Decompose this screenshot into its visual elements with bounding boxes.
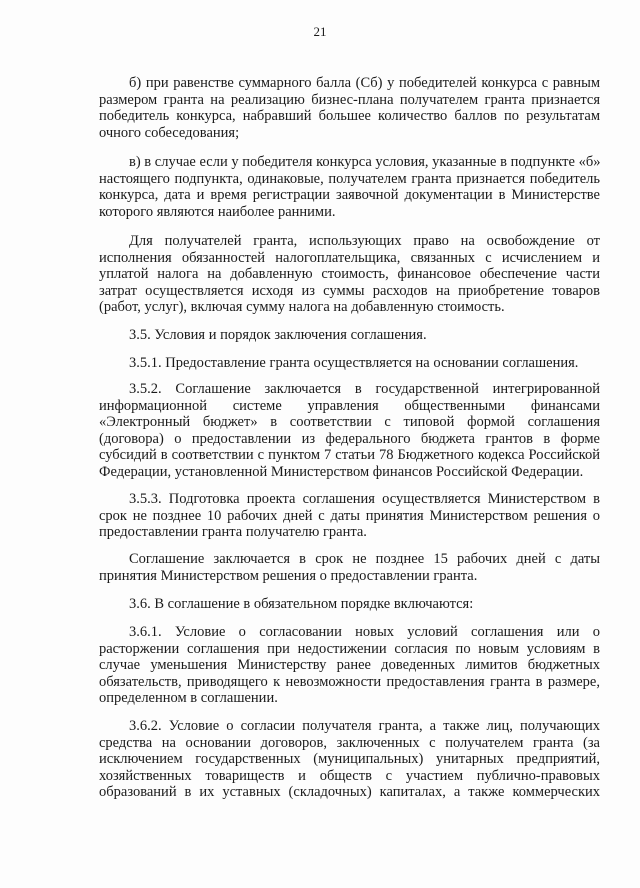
text-line: субсидий в соответствии с пунктом 7 статьи 78 Бюджетного кодекса Российской: [99, 447, 600, 464]
paragraph-3-5-3: [99, 491, 600, 541]
text-line: исполнения обязанностей налогоплательщика, связанных с исчислением и: [99, 249, 600, 266]
text-line: Для получателей гранта, использующих право на освобождение от: [129, 233, 600, 249]
text-line: средства на основании договоров, заключенных с получателем гранта (за: [99, 734, 600, 751]
text-line: 3.6.1. Условие о согласовании новых условий соглашения или о: [129, 624, 600, 640]
text-line: победитель конкурса, набравший большее количество баллов по результатам: [99, 108, 600, 125]
text-line: очного собеседования;: [99, 124, 240, 141]
text-line: срок не позднее 10 рабочих дней с даты принятия Министерством решения о: [99, 507, 600, 524]
text-line: расторжении соглашения при недостижении согласия по новым условиям в: [99, 640, 600, 657]
paragraph-vat: [99, 233, 600, 316]
text-line: 3.5.3. Подготовка проекта соглашения осуществляется Министерством в: [129, 491, 600, 507]
text-line: (договора) о предоставлении из федерального бюджета грантов в форме: [99, 430, 600, 447]
text-line: исключением государственных (муниципальных) унитарных предприятий,: [99, 751, 600, 768]
paragraph-3-6-2: [99, 718, 600, 801]
text-line: определенном в соглашении.: [99, 690, 278, 707]
text-line: образований в их уставных (складочных) капиталах, а также коммерческих: [99, 784, 600, 801]
text-line: информационной системе управления общественными финансами: [99, 397, 600, 414]
paragraph-v: [99, 154, 600, 220]
text-line: случае уменьшения Министерству ранее доведенных лимитов бюджетных: [99, 657, 600, 674]
text-line: которого являются наиболее ранними.: [99, 203, 336, 220]
text-line: обязательств, приводящего к невозможности предоставления гранта в размере,: [99, 673, 600, 690]
text-line: 3.6.2. Условие о согласии получателя гранта, а также лиц, получающих: [129, 718, 600, 734]
text-line: затрат осуществляется исходя из суммы расходов на приобретение товаров: [99, 282, 600, 299]
text-line: хозяйственных товариществ и обществ с участием публично-правовых: [99, 767, 600, 784]
paragraph-3-5-2: [99, 381, 600, 481]
text-line: (работ, услуг), включая сумму налога на добавленную стоимость.: [99, 299, 505, 316]
page-number: 21: [313, 24, 327, 39]
text-line: б) при равенстве суммарного балла (Сб) у победителей конкурса с равным: [129, 75, 600, 91]
paragraph-3-5-1: 3.5.1. Предоставление гранта осуществляется на основании соглашения.: [129, 355, 579, 371]
text-line: Федерации, установленной Министерством финансов Российской Федерации.: [99, 463, 584, 480]
text-line: «Электронный бюджет» в соответствии с типовой формой соглашения: [99, 414, 600, 431]
text-line: настоящего подпункта, одинаковые, получателем гранта признается победитель: [99, 170, 600, 187]
text-line: предоставлении гранта получателю гранта.: [99, 524, 367, 541]
text-line: принятия Министерством решения о предоставлении гранта.: [99, 567, 478, 584]
text-line: размером гранта на реализацию бизнес-плана получателем гранта признается: [99, 91, 600, 108]
heading-3-6: 3.6. В соглашение в обязательном порядке включаются:: [129, 596, 474, 612]
text-line: Соглашение заключается в срок не позднее 15 рабочих дней с даты: [129, 551, 600, 567]
paragraph-3-6-1: [99, 624, 600, 707]
paragraph-b: [99, 75, 600, 141]
paragraph-agreement-term: [99, 551, 600, 584]
text-line: в) в случае если у победителя конкурса условия, указанные в подпункте «б»: [129, 154, 601, 170]
text-line: конкурса, дата и время регистрации заявочной документации в Министерстве: [99, 187, 600, 204]
heading-3-5: 3.5. Условия и порядок заключения соглашения.: [129, 327, 427, 343]
text-line: уплатой налога на добавленную стоимость, финансовое обеспечение части: [99, 266, 600, 283]
text-line: 3.5.2. Соглашение заключается в государственной интегрированной: [129, 381, 600, 397]
